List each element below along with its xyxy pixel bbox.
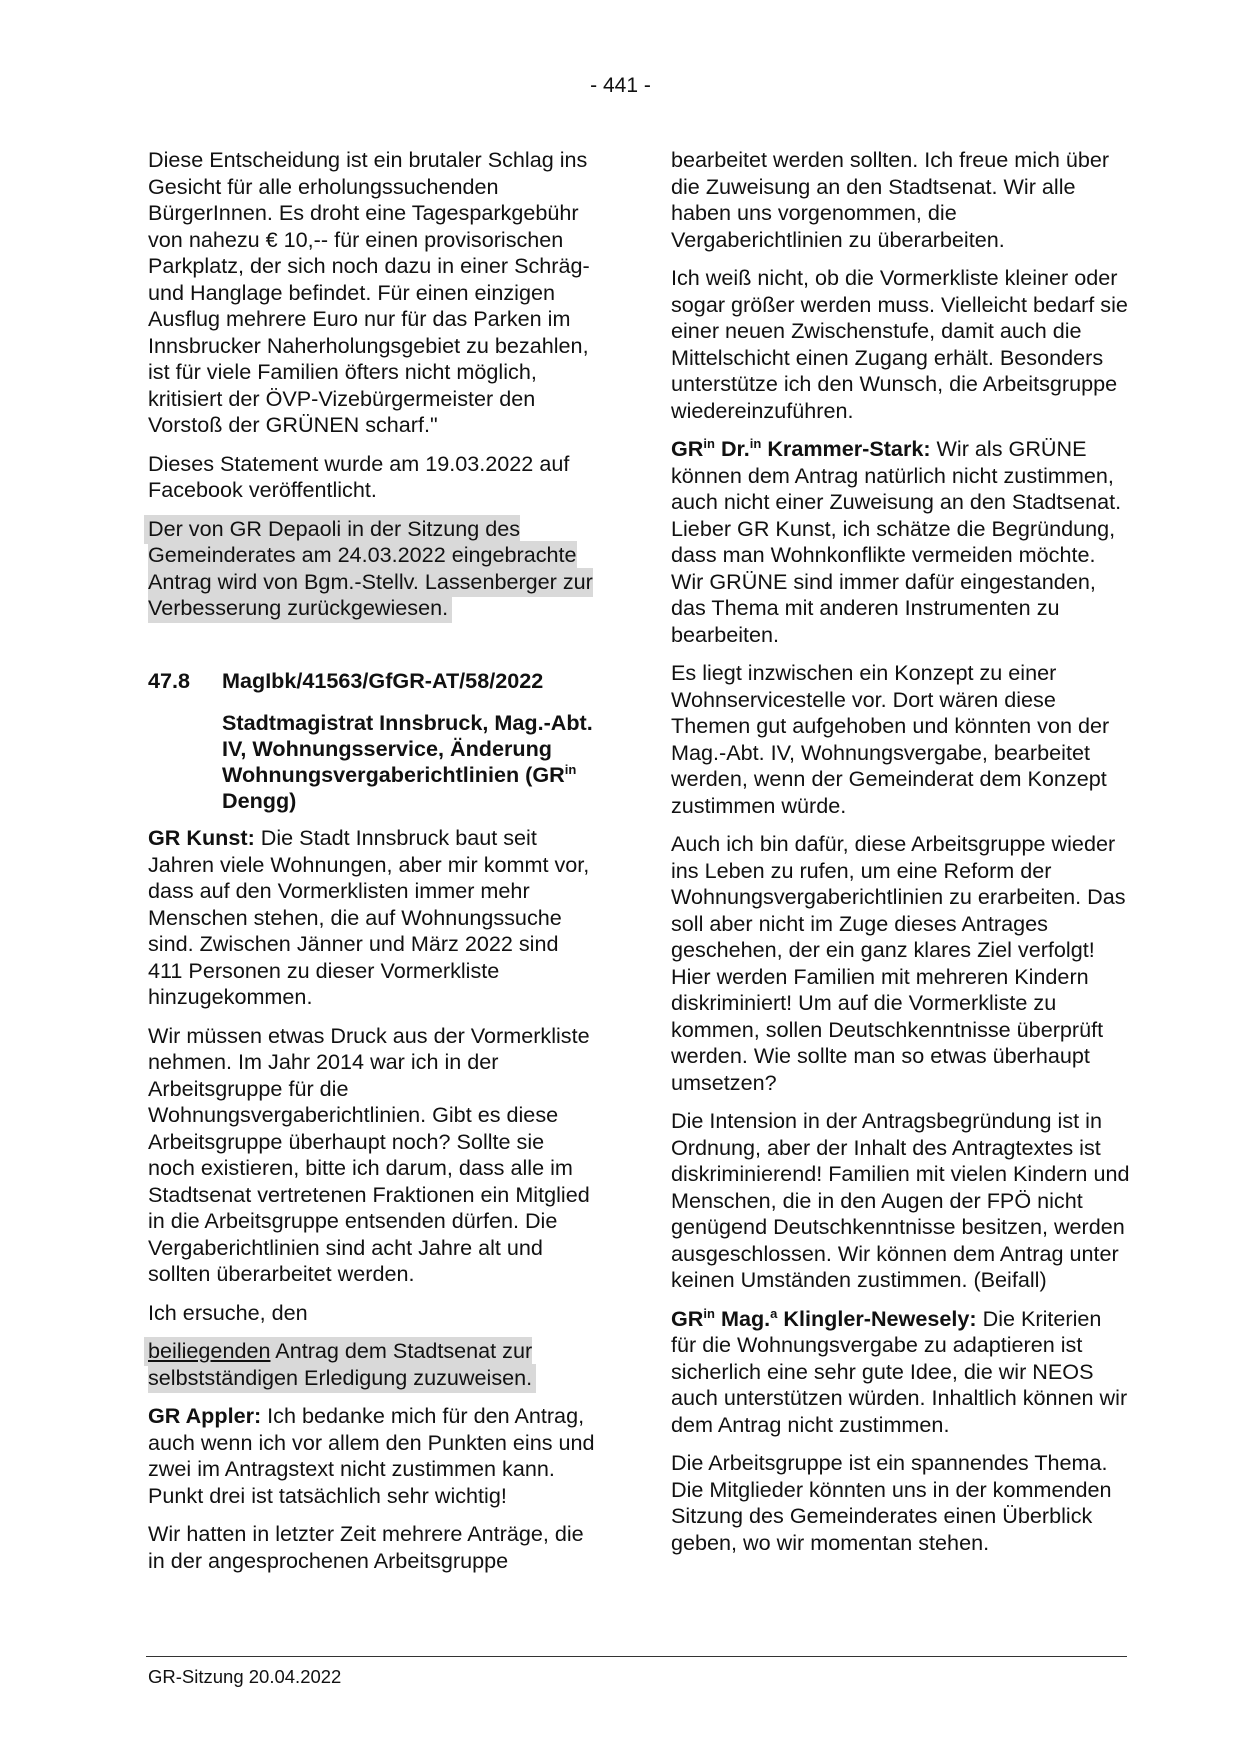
agenda-title-sup: in bbox=[564, 762, 577, 777]
speech-krammer-stark bbox=[671, 436, 1131, 648]
paragraph: Ich weiß nicht, ob die Vormerkliste kleiner oder sogar größer werden muss. Vielleicht bedarf sie einer neuen Zwischenstufe, damit auch die Mittelschicht einen Zugang erhält. Besonders unterstütze ich den Wunsch, die Arbeitsgruppe wiedereinzuführen. bbox=[671, 265, 1128, 423]
speech-klingler-newesely bbox=[671, 1306, 1131, 1439]
right-column bbox=[671, 147, 1131, 1568]
speech-kunst bbox=[148, 825, 596, 1011]
speech-text: Die Stadt Innsbruck baut seit Jahren viele Wohnungen, aber mir kommt vor, dass auf den Vormerklisten immer mehr Menschen stehen, die auf Wohnungssuche sind. Zwischen Jänner und März 2022 sind 411 Personen zu dieser Vormerkliste hinzugekommen. bbox=[148, 825, 590, 1009]
footer-divider bbox=[146, 1656, 1127, 1657]
speech-text: Wir als GRÜNE können dem Antrag natürlich nicht zustimmen, auch nicht einer Zuweisung an den Stadtsenat. Lieber GR Kunst, ich schätze die Begründung, dass man Wohnkonflikte vermeiden möchte. Wir GRÜNE sind immer dafür eingestanden, das Thema mit anderen Instrumenten zu bearbeiten. bbox=[671, 436, 1122, 647]
motion-rest: Antrag dem Stadtsenat zur selbstständigen Erledigung zuzuweisen. bbox=[148, 1338, 533, 1390]
speech-appler bbox=[148, 1403, 596, 1509]
speaker-name: $GR^{in}$ Mag.$^a$ Klingler-Newesely: bbox=[671, 1305, 977, 1331]
agenda-title bbox=[222, 710, 596, 814]
paragraph: Die Arbeitsgruppe ist ein spannendes Thema. Die Mitglieder könnten uns in der kommenden Sitzung des Gemeinderates einen Überblick geben, wo wir momentan stehen. bbox=[671, 1450, 1112, 1555]
paragraph: Die Intension in der Antragsbegründung ist in Ordnung, aber der Inhalt des Antragtextes ist diskriminierend! Familien mit vielen Kindern und Menschen, die in den Augen der FPÖ nicht genügend Deutschkenntnisse besitzen, werden ausgeschlossen. Wir können dem Antrag unter keinen Umständen zustimmen. (Beifall) bbox=[671, 1108, 1130, 1292]
agenda-number: 47.8 bbox=[148, 667, 191, 693]
agenda-title-end: Dengg) bbox=[222, 788, 297, 813]
footer-session-date: GR-Sitzung 20.04.2022 bbox=[148, 1666, 342, 1687]
paragraph: Diese Entscheidung ist ein brutaler Schlag ins Gesicht für alle erholungssuchenden BürgerInnen. Es droht eine Tagesparkgebühr von nahezu € 10,-- für einen provisorischen Parkplatz, der sich noch dazu in einer Schräg- und Hanglage befindet. Für einen einzigen Ausflug mehrere Euro nur für das Parken im Innsbrucker Naherholungsgebiet zu bezahlen, ist für viele Familien öfters nicht möglich, kritisiert der ÖVP-Vizebürgermeister den Vorstoß der GRÜNEN scharf." bbox=[148, 147, 590, 437]
paragraph: Es liegt inzwischen ein Konzept zu einer Wohnservicestelle vor. Dort wären diese Themen gut aufgehoben und könnten von der Mag.-Abt. IV, Wohnungsvergabe, bearbeitet werden, wenn der Gemeinderat dem Konzept zustimmen würde. bbox=[671, 660, 1110, 818]
speech-text: Ich bedanke mich für den Antrag, auch wenn ich vor allem den Punkten eins und zwei im Antragstext nicht zustimmen kann. Punkt drei ist tatsächlich sehr wichtig! bbox=[148, 1403, 595, 1508]
motion-text bbox=[144, 1337, 536, 1393]
paragraph: Wir hatten in letzter Zeit mehrere Anträge, die in der angesprochenen Arbeitsgruppe bbox=[148, 1521, 584, 1573]
decision-text: Der von GR Depaoli in der Sitzung des Gemeinderates am 24.03.2022 eingebrachte Antrag wird von Bgm.-Stellv. Lassenberger zur Verbesserung zurückgewiesen. bbox=[144, 515, 593, 624]
paragraph: Wir müssen etwas Druck aus der Vormerkliste nehmen. Im Jahr 2014 war ich in der Arbeitsgruppe für die Wohnungsvergaberichtlinien. Gibt es diese Arbeitsgruppe überhaupt noch? Sollte sie noch existieren, bitte ich darum, dass alle im Stadtsenat vertretenen Fraktionen ein Mitglied in die Arbeitsgruppe entsenden dürfen. Die Vergaberichtlinien sind acht Jahre alt und sollten überarbeitet werden. bbox=[148, 1022, 590, 1286]
motion-link: beiliegenden bbox=[148, 1338, 271, 1363]
agenda-title-main: Stadtmagistrat Innsbruck, Mag.-Abt. IV, Wohnungsservice, Änderung Wohnungsvergaberichtlinien (GR bbox=[222, 710, 593, 787]
speaker-name: $GR^{in}$ Dr.$^{in}$ Krammer-Stark: bbox=[671, 436, 931, 461]
speech-text: Die Kriterien für die Wohnungsvergabe zu adaptieren ist sicherlich eine sehr gute Idee, die wir NEOS auch unterstützen würden. Inhaltlich können wir dem Antrag nicht zustimmen. bbox=[671, 1305, 1128, 1437]
speaker-name: GR Kunst: bbox=[148, 825, 255, 850]
paragraph: Ich ersuche, den bbox=[148, 1299, 308, 1325]
paragraph: Auch ich bin dafür, diese Arbeitsgruppe wieder ins Leben zu rufen, um eine Reform der Wohnungsvergaberichtlinien zu erarbeiten. Das soll aber nicht im Zuge dieses Antrages geschehen, der ein ganz klares Ziel verfolgt! Hier werden Familien mit mehreren Kindern diskriminiert! Um auf die Vormerkliste zu kommen, sollen Deutschkenntnisse überprüft werden. Wie sollte man so etwas überhaupt umsetzen? bbox=[671, 831, 1126, 1095]
paragraph: Dieses Statement wurde am 19.03.2022 auf Facebook veröffentlicht. bbox=[148, 450, 570, 502]
page-number: - 441 - bbox=[590, 74, 651, 97]
agenda-code: MagIbk/41563/GfGR-AT/58/2022 bbox=[222, 667, 544, 693]
left-column bbox=[148, 147, 596, 1586]
paragraph: bearbeitet werden sollten. Ich freue mich über die Zuweisung an den Stadtsenat. Wir alle haben uns vorgenommen, die Vergaberichtlinien zu überarbeiten. bbox=[671, 147, 1110, 252]
speaker-name: GR Appler: bbox=[148, 1403, 262, 1428]
agenda-item-heading bbox=[148, 668, 596, 695]
highlighted-motion bbox=[148, 1338, 596, 1391]
highlighted-decision bbox=[148, 516, 596, 622]
